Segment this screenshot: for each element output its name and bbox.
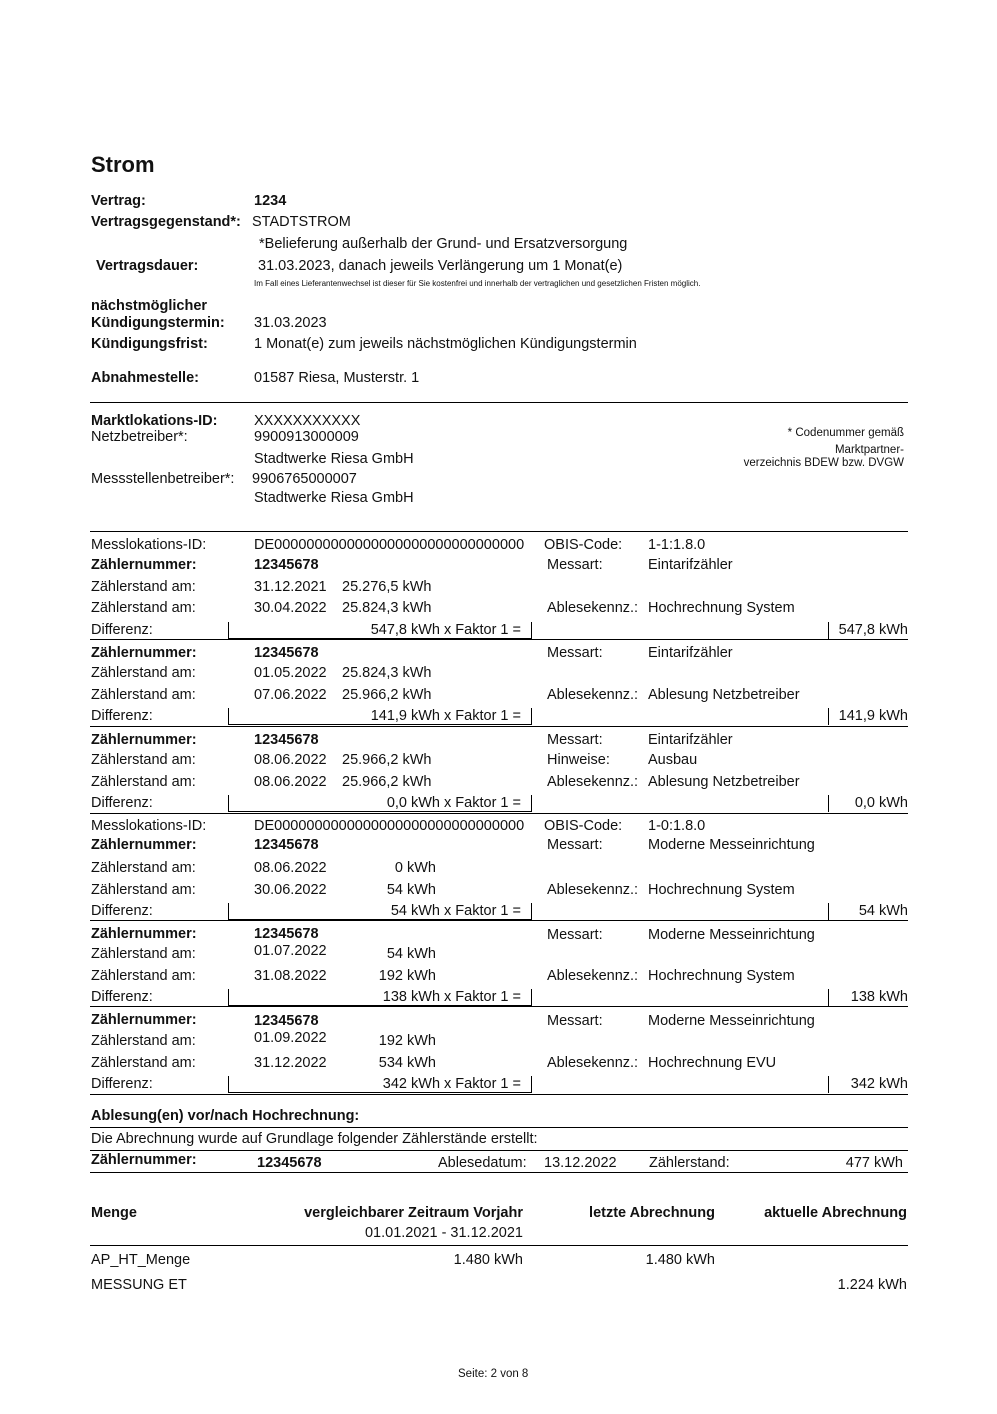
code-note-3: verzeichnis BDEW bzw. DVGW: [743, 457, 904, 469]
zaehlerstand-label: Zählerstand am:: [91, 946, 196, 962]
vertragsdauer-note: Im Fall eines Lieferantenwechsel ist dieser für Sie kostenfrei und innerhalb der vertraglichen und gesetzlichen Fristen möglich.: [254, 279, 701, 288]
divider: [90, 726, 908, 727]
zaehlerstand-date: 31.08.2022: [254, 968, 327, 984]
messart-value: Eintarifzähler: [648, 557, 733, 573]
divider: [90, 1127, 908, 1128]
kuendigungstermin-label-1: nächstmöglicher: [91, 298, 208, 314]
melo-label: Messlokations-ID:: [91, 537, 207, 553]
ablesekennz-value: Hochrechnung System: [648, 600, 795, 616]
zaehlerstand-date: 08.06.2022: [254, 774, 327, 790]
ablesekennz-value: Hochrechnung System: [648, 968, 795, 984]
zaehlernummer-label: Zählernummer:: [91, 645, 197, 661]
kuendigungstermin-value: 31.03.2023: [254, 315, 327, 331]
messart-label: Messart:: [547, 1013, 603, 1029]
zaehlerstand-value: 192 kWh: [378, 1033, 436, 1049]
zaehlernummer-value: 12345678: [254, 557, 319, 573]
zaehlerstand-value: 25.276,5 kWh: [342, 579, 432, 595]
readings-datum-label: Ablesedatum:: [438, 1155, 527, 1171]
zaehlerstand-label: Zählerstand am:: [91, 600, 196, 616]
page-number: Seite: 2 von 8: [458, 1368, 529, 1380]
zaehlerstand-label: Zählerstand am:: [91, 1055, 196, 1071]
messart-label: Messart:: [547, 732, 603, 748]
messart-label: Messart:: [547, 927, 603, 943]
ablesekennz-label: Ablesekennz.:: [547, 687, 639, 703]
zaehlernummer-value: 12345678: [254, 926, 319, 942]
zaehlerstand-label: Zählerstand am:: [91, 665, 196, 681]
obis-label: OBIS-Code:: [544, 537, 623, 553]
zaehlerstand-label: Zählerstand am:: [91, 687, 196, 703]
melo-id: DE0000000000000000000000000000000: [254, 818, 525, 834]
differenz-calc: 138 kWh x Faktor 1 =: [382, 989, 521, 1005]
zaehlerstand-date: 31.12.2022: [254, 1055, 327, 1071]
menge-name: MESSUNG ET: [91, 1277, 187, 1293]
obis-label: OBIS-Code:: [544, 818, 623, 834]
messstellenbetreiber-label: Messstellenbetreiber*:: [91, 471, 235, 487]
differenz-calc: 54 kWh x Faktor 1 =: [390, 903, 521, 919]
zaehlerstand-value: 192 kWh: [378, 968, 436, 984]
readings-stand-value: 477 kWh: [845, 1155, 903, 1171]
ablesekennz-value: Ablesung Netzbetreiber: [648, 687, 800, 703]
messart-value: Moderne Messeinrichtung: [648, 927, 815, 943]
zaehlernummer-value: 12345678: [254, 645, 319, 661]
col-aktuell: aktuelle Abrechnung: [764, 1205, 907, 1221]
marktlokation-value: XXXXXXXXXXX: [254, 413, 361, 429]
zaehlernummer-value: 12345678: [254, 837, 319, 853]
divider: [90, 639, 908, 640]
zaehlerstand-date: 01.09.2022: [254, 1030, 327, 1046]
differenz-total: 138 kWh: [850, 989, 908, 1005]
divider: [90, 1094, 908, 1095]
divider: [90, 1245, 908, 1246]
kuendigungsfrist-label: Kündigungsfrist:: [91, 336, 208, 352]
ablesekennz-label: Ablesekennz.:: [547, 968, 639, 984]
zaehlernummer-label: Zählernummer:: [91, 1012, 197, 1028]
zaehlerstand-label: Zählerstand am:: [91, 860, 196, 876]
messstellenbetreiber-name: Stadtwerke Riesa GmbH: [254, 490, 414, 506]
zaehlerstand-label: Zählerstand am:: [91, 774, 196, 790]
kuendigungstermin-label-2: Kündigungstermin:: [91, 315, 225, 331]
differenz-label: Differenz:: [91, 795, 153, 811]
differenz-label: Differenz:: [91, 708, 153, 724]
menge-name: AP_HT_Menge: [91, 1252, 191, 1268]
differenz-total: 547,8 kWh: [838, 622, 908, 638]
ablesekennz-label: Ablesekennz.:: [547, 600, 639, 616]
melo-label: Messlokations-ID:: [91, 818, 207, 834]
divider: [90, 402, 908, 403]
differenz-total: 342 kWh: [850, 1076, 908, 1092]
zaehlerstand-value: 54 kWh: [386, 946, 436, 962]
differenz-calc: 0,0 kWh x Faktor 1 =: [386, 795, 521, 811]
divider: [90, 1150, 908, 1151]
abnahmestelle-label: Abnahmestelle:: [91, 370, 199, 386]
zaehlerstand-label: Zählerstand am:: [91, 1033, 196, 1049]
zaehlerstand-label: Zählerstand am:: [91, 752, 196, 768]
ablesekennz-label: Ablesekennz.:: [547, 1055, 639, 1071]
menge-vorjahr: 1.480 kWh: [453, 1252, 523, 1268]
code-note-2: Marktpartner-: [834, 444, 904, 456]
differenz-calc: 342 kWh x Faktor 1 =: [382, 1076, 521, 1092]
readings-nr-label: Zählernummer:: [91, 1152, 197, 1168]
zaehlernummer-value: 12345678: [254, 732, 319, 748]
readings-datum-value: 13.12.2022: [544, 1155, 617, 1171]
obis-code: 1-0:1.8.0: [648, 818, 706, 834]
messart-value: Eintarifzähler: [648, 645, 733, 661]
differenz-label: Differenz:: [91, 1076, 153, 1092]
zaehlerstand-value: 25.966,2 kWh: [342, 774, 432, 790]
differenz-total: 0,0 kWh: [854, 795, 908, 811]
zaehlerstand-date: 08.06.2022: [254, 860, 327, 876]
netzbetreiber-code: 9900913000009: [254, 429, 359, 445]
zaehlerstand-date: 30.06.2022: [254, 882, 327, 898]
messart-value: Moderne Messeinrichtung: [648, 1013, 815, 1029]
messstellenbetreiber-code: 9906765000007: [252, 471, 357, 487]
zaehlerstand-date: 31.12.2021: [254, 579, 327, 595]
col-menge: Menge: [91, 1205, 137, 1221]
zaehlerstand-value: 0 kWh: [394, 860, 436, 876]
zaehlerstand-value: 25.824,3 kWh: [342, 665, 432, 681]
zaehlerstand-value: 534 kWh: [378, 1055, 436, 1071]
zaehlerstand-label: Zählerstand am:: [91, 882, 196, 898]
divider: [90, 1172, 908, 1173]
col-letzte: letzte Abrechnung: [589, 1205, 715, 1221]
col-vorjahr: vergleichbarer Zeitraum Vorjahr: [304, 1205, 523, 1221]
readings-intro: Die Abrechnung wurde auf Grundlage folgender Zählerstände erstellt:: [91, 1131, 538, 1147]
hinweise-value: Ausbau: [648, 752, 698, 768]
zaehlernummer-label: Zählernummer:: [91, 926, 197, 942]
zaehlerstand-label: Zählerstand am:: [91, 579, 196, 595]
zaehlernummer-label: Zählernummer:: [91, 557, 197, 573]
zaehlerstand-date: 07.06.2022: [254, 687, 327, 703]
divider: [90, 920, 908, 921]
code-note-1: * Codenummer gemäß: [787, 427, 904, 439]
zaehlerstand-value: 25.966,2 kWh: [342, 687, 432, 703]
hinweise-label: Hinweise:: [547, 752, 610, 768]
zaehlerstand-date: 01.05.2022: [254, 665, 327, 681]
divider: [90, 1006, 908, 1007]
vertragsgegenstand-value: STADTSTROM: [252, 214, 351, 230]
zaehlerstand-value: 25.966,2 kWh: [342, 752, 432, 768]
ablesekennz-value: Hochrechnung System: [648, 882, 795, 898]
col-vorjahr-period: 01.01.2021 - 31.12.2021: [364, 1225, 523, 1241]
messart-value: Eintarifzähler: [648, 732, 733, 748]
readings-nr-value: 12345678: [257, 1155, 322, 1171]
zaehlernummer-label: Zählernummer:: [91, 732, 197, 748]
kuendigungsfrist-value: 1 Monat(e) zum jeweils nächstmöglichen Kündigungstermin: [254, 336, 637, 352]
page-title: Strom: [91, 152, 155, 177]
menge-aktuell: 1.224 kWh: [837, 1277, 907, 1293]
differenz-calc: 141,9 kWh x Faktor 1 =: [370, 708, 521, 724]
zaehlerstand-date: 30.04.2022: [254, 600, 327, 616]
zaehlernummer-label: Zählernummer:: [91, 837, 197, 853]
vertrag-value: 1234: [254, 193, 287, 209]
readings-heading: Ablesung(en) vor/nach Hochrechnung:: [91, 1108, 360, 1124]
zaehlerstand-date: 01.07.2022: [254, 943, 327, 959]
vertragsgegenstand-note: *Belieferung außerhalb der Grund- und Ersatzversorgung: [259, 236, 628, 252]
messart-label: Messart:: [547, 557, 603, 573]
differenz-total: 54 kWh: [858, 903, 908, 919]
netzbetreiber-name: Stadtwerke Riesa GmbH: [254, 451, 414, 467]
zaehlerstand-value: 25.824,3 kWh: [342, 600, 432, 616]
melo-id: DE0000000000000000000000000000000: [254, 537, 525, 553]
netzbetreiber-label: Netzbetreiber*:: [91, 429, 188, 445]
abnahmestelle-value: 01587 Riesa, Musterstr. 1: [254, 370, 420, 386]
differenz-calc: 547,8 kWh x Faktor 1 =: [370, 622, 521, 638]
readings-stand-label: Zählerstand:: [649, 1155, 730, 1171]
vertragsgegenstand-label: Vertragsgegenstand*:: [91, 214, 241, 230]
zaehlerstand-value: 54 kWh: [386, 882, 436, 898]
messart-value: Moderne Messeinrichtung: [648, 837, 815, 853]
vertrag-label: Vertrag:: [91, 193, 146, 209]
ablesekennz-label: Ablesekennz.:: [547, 774, 639, 790]
vertragsdauer-value: 31.03.2023, danach jeweils Verlängerung um 1 Monat(e): [258, 258, 623, 274]
divider: [90, 813, 908, 814]
zaehlerstand-label: Zählerstand am:: [91, 968, 196, 984]
zaehlernummer-value: 12345678: [254, 1013, 319, 1029]
divider: [90, 531, 908, 532]
ablesekennz-value: Ablesung Netzbetreiber: [648, 774, 800, 790]
differenz-label: Differenz:: [91, 903, 153, 919]
ablesekennz-value: Hochrechnung EVU: [648, 1055, 777, 1071]
obis-code: 1-1:1.8.0: [648, 537, 706, 553]
marktlokation-label: Marktlokations-ID:: [91, 413, 218, 429]
zaehlerstand-date: 08.06.2022: [254, 752, 327, 768]
differenz-total: 141,9 kWh: [838, 708, 908, 724]
vertragsdauer-label: Vertragsdauer:: [96, 258, 199, 274]
differenz-label: Differenz:: [91, 989, 153, 1005]
messart-label: Messart:: [547, 645, 603, 661]
messart-label: Messart:: [547, 837, 603, 853]
differenz-label: Differenz:: [91, 622, 153, 638]
menge-letzte: 1.480 kWh: [645, 1252, 715, 1268]
ablesekennz-label: Ablesekennz.:: [547, 882, 639, 898]
